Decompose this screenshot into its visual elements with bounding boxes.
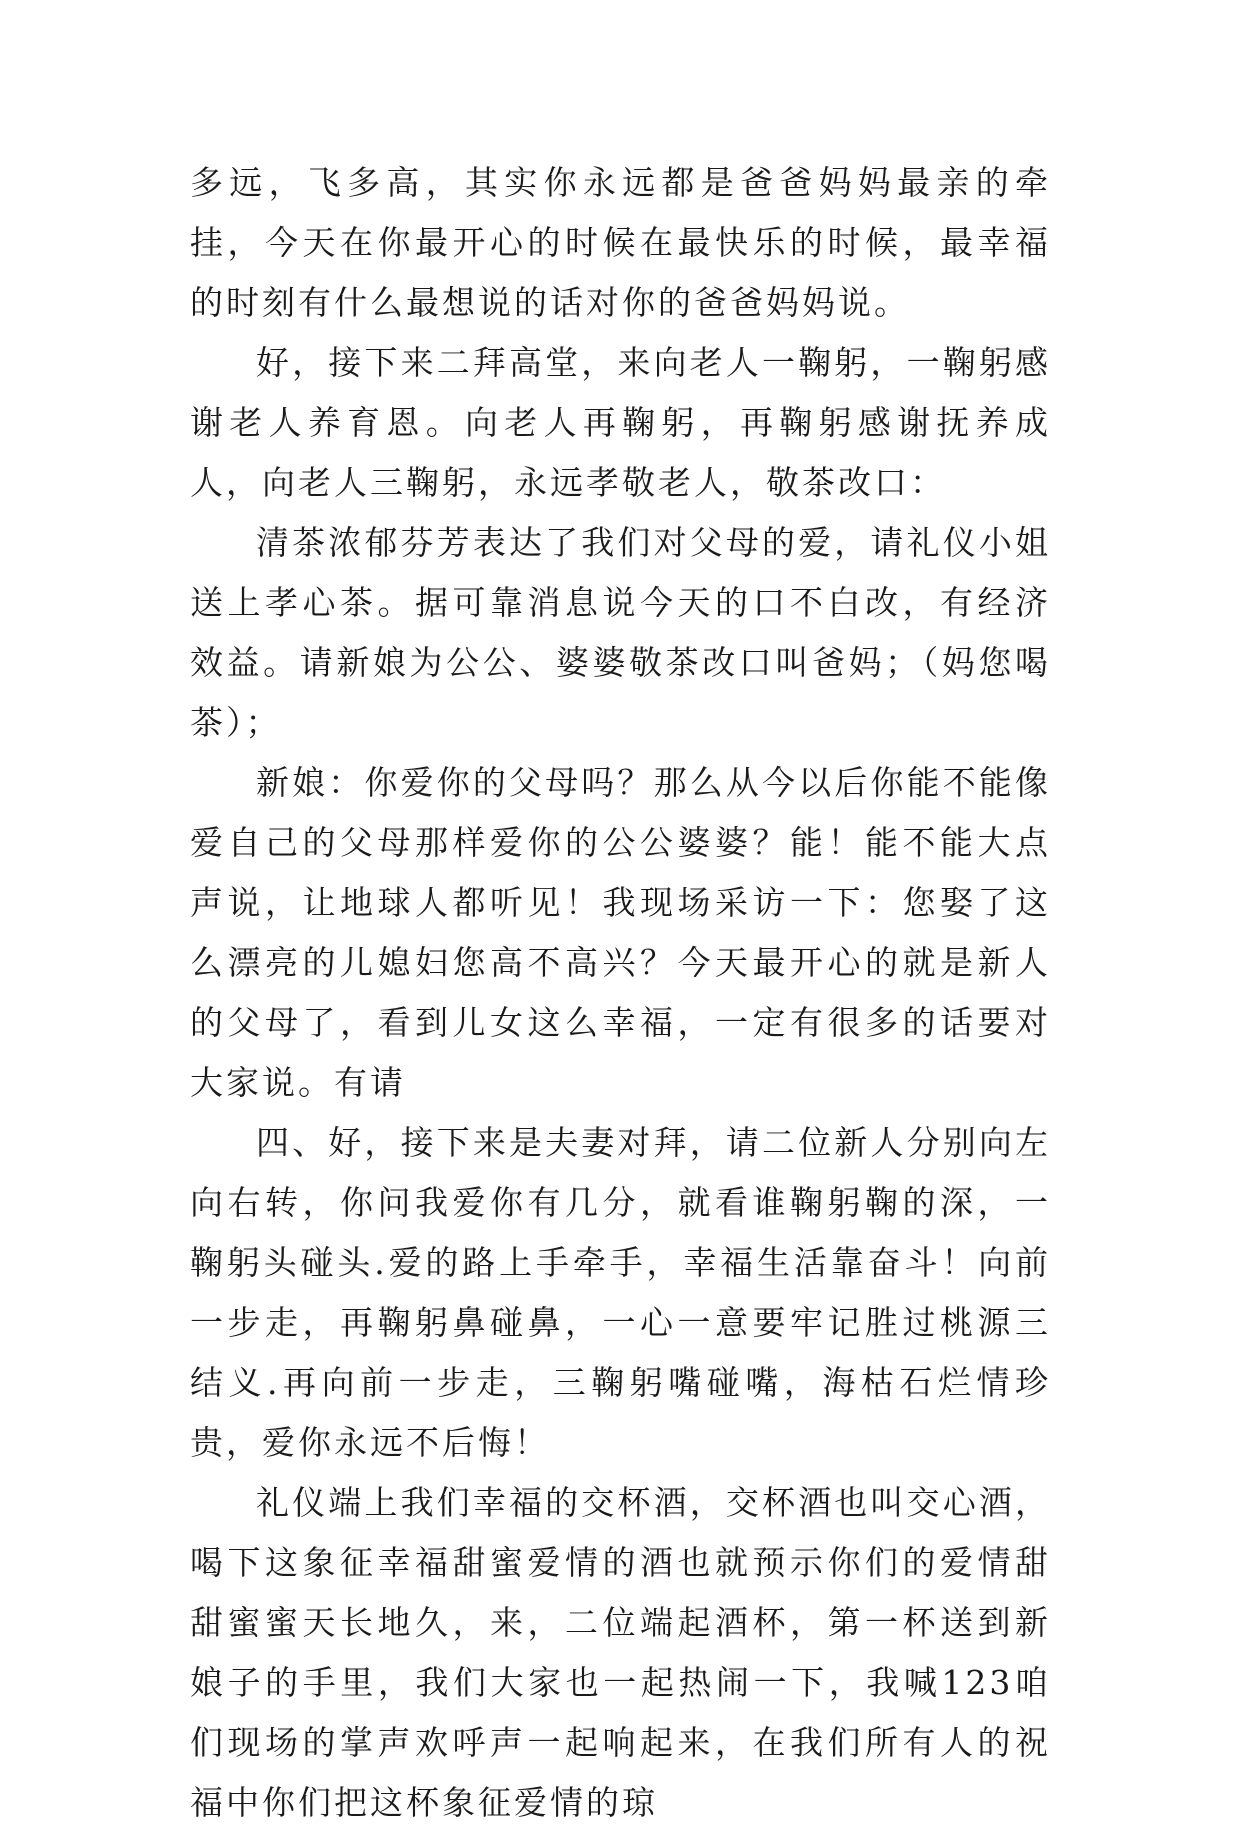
paragraph-couple-bow: 四、好，接下来是夫妻对拜，请二位新人分别向左向右转，你问我爱你有几分，就看谁鞠躬鞠的深，一鞠躬头碰头.爱的路上手牵手，幸福生活靠奋斗！向前一步走，再鞠躬鼻碰鼻，一心一意要牢记胜过桃源三结义.再向前一步走，三鞠躬嘴碰嘴，海枯石烂情珍贵，爱你永远不后悔！ [190,1123,1051,1462]
paragraph-tea: 清茶浓郁芬芳表达了我们对父母的爱，请礼仪小姐送上孝心茶。据可靠消息说今天的口不白改，有经济效益。请新娘为公公、婆婆敬茶改口叫爸妈；（妈您喝茶）； [190,523,1051,742]
paragraph-bride-question: 新娘：你爱你的父母吗？那么从今以后你能不能像爱自己的父母那样爱你的公公婆婆？能！能不能大点声说，让地球人都听见！我现场采访一下：您娶了这么漂亮的儿媳妇您高不高兴？今天最开心的就是新人的父母了，看到儿女这么幸福，一定有很多的话要对大家说。有请 [190,763,1051,1102]
paragraph-wine: 礼仪端上我们幸福的交杯酒，交杯酒也叫交心酒，喝下这象征幸福甜蜜爱情的酒也就预示你们的爱情甜甜蜜蜜天长地久，来，二位端起酒杯，第一杯送到新娘子的手里，我们大家也一起热闹一下，我喊123咱们现场的掌声欢呼声一起响起来，在我们所有人的祝福中你们把这杯象征爱情的琼 [190,1483,1051,1822]
paragraph-second-bow: 好，接下来二拜高堂，来向老人一鞠躬，一鞠躬感谢老人养育恩。向老人再鞠躬，再鞠躬感谢抚养成人，向老人三鞠躬，永远孝敬老人，敬茶改口： [190,343,1051,502]
body-text [190,153,1051,1833]
paragraph-continued: 多远，飞多高，其实你永远都是爸爸妈妈最亲的牵挂，今天在你最开心的时候在最快乐的时候，最幸福的时刻有什么最想说的话对你的爸爸妈妈说。 [190,163,1051,322]
